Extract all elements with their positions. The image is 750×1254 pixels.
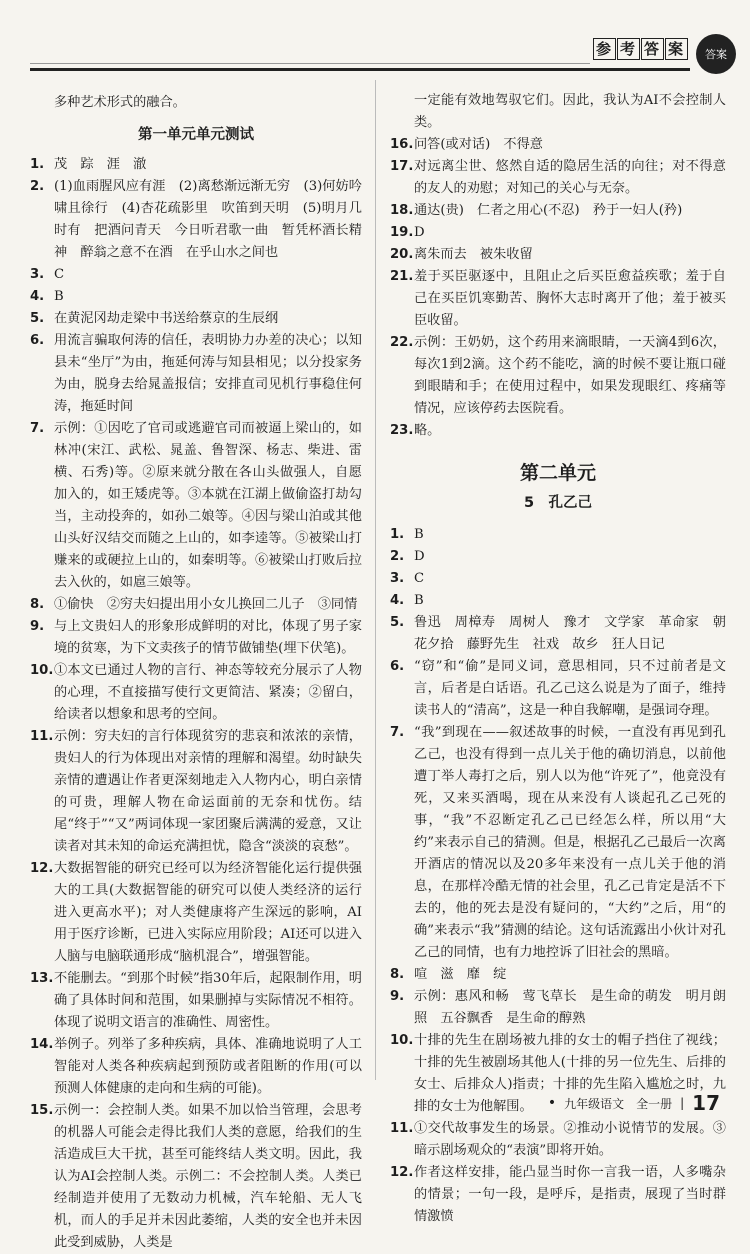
answer-number: 11. bbox=[30, 729, 54, 744]
header-rule bbox=[30, 68, 690, 71]
answer-text: “我”到现在——叙述故事的时候，一直没有再见到孔乙己，也没有得到一点儿关于他的确切消息，以前他遭丁举人毒打之后，别人以为他“许死了”，他竟没有死，又来买酒喝，现在从来没有人谈起孔乙己死的事，“我”不忍断定孔乙己已经怎么样，所以用“大约”来表示自己的猜测。但是，根据孔乙己最后一次离开酒店的情况以及20多年来没有一点儿关于他的消息，在那样冷酷无情的社会里，孔乙己肯定是活不下去的，他的死去是没有疑问的，“大约”之后，用“的确”来表示“我”猜测的结论。这句话流露出小伙计对孔乙己的同情，也有力地控诉了旧社会的黑暗。 bbox=[414, 725, 726, 960]
answer-text: 用流言骗取何涛的信任，表明协力办差的决心；以知县未“坐厅”为由，拖延何涛与知县相见；以分投家务为由，脱身去给晁盖报信；安排直司见机行事稳住何涛，拖延时间 bbox=[54, 333, 362, 414]
answer-item bbox=[390, 1118, 726, 1162]
answer-number: 13. bbox=[30, 971, 54, 986]
left-column bbox=[30, 90, 362, 1254]
answer-number: 11. bbox=[390, 1121, 414, 1136]
answer-item bbox=[390, 612, 726, 656]
header-char: 参 bbox=[593, 38, 616, 60]
footer-dot: • bbox=[547, 1095, 557, 1111]
answer-number: 4. bbox=[30, 289, 45, 304]
answer-number: 10. bbox=[390, 1033, 414, 1048]
answer-number: 6. bbox=[390, 659, 405, 674]
lesson-title: 5 孔乙己 bbox=[523, 495, 593, 511]
answer-number: 10. bbox=[30, 663, 54, 678]
answer-text: 作者这样安排，能凸显当时你一言我一语，人多嘴杂的情景；一句一段，是呼斥，是指责，展现了当时群情激愤 bbox=[414, 1165, 726, 1224]
answer-number: 1. bbox=[390, 527, 405, 542]
answer-text: 在黄泥冈劫走梁中书送给蔡京的生辰纲 bbox=[54, 311, 279, 326]
answer-number: 15. bbox=[30, 1103, 54, 1118]
column-divider bbox=[375, 80, 376, 1080]
answer-text: D bbox=[414, 549, 425, 564]
answer-number: 7. bbox=[390, 725, 405, 740]
answer-number: 2. bbox=[30, 179, 45, 194]
answer-number: 7. bbox=[30, 421, 45, 436]
answer-number: 9. bbox=[390, 989, 405, 1004]
answer-text: B bbox=[414, 593, 424, 608]
answer-item bbox=[390, 656, 726, 722]
footer-book-label: 九年级语文 全一册 bbox=[564, 1096, 673, 1111]
answer-number: 8. bbox=[390, 967, 405, 982]
answer-text: 鲁迅 周樟寿 周树人 豫才 文学家 革命家 朝花夕拾 藤野先生 社戏 故乡 狂人日记 bbox=[414, 615, 726, 652]
answer-text: B bbox=[414, 527, 424, 542]
left-lead-text: 多种艺术形式的融合。 bbox=[54, 95, 186, 110]
answer-number: 5. bbox=[390, 615, 405, 630]
page-number: 17 bbox=[692, 1091, 720, 1115]
answer-item bbox=[390, 332, 726, 420]
answer-number: 12. bbox=[30, 861, 54, 876]
page-footer bbox=[548, 1091, 720, 1115]
answer-item bbox=[390, 244, 726, 266]
answer-item bbox=[30, 858, 362, 968]
answer-text: 略。 bbox=[414, 423, 441, 438]
answer-item bbox=[30, 176, 362, 264]
answer-item bbox=[390, 590, 726, 612]
answer-text: 与上文贵妇人的形象形成鲜明的对比，体现了男子家境的贫寒，为下文卖孩子的情节做铺垫(埋下伏笔)。 bbox=[54, 619, 362, 656]
answer-text: 十排的先生在剧场被九排的女士的帽子挡住了视线；十排的先生被剧场其他人(十排的另一位先生、后排的女士、后排众人)指责；十排的先生陷入尴尬之时，九排的女士为他解围。 bbox=[414, 1033, 726, 1114]
unit-title: 第二单元 bbox=[519, 462, 596, 484]
answer-text: 示例：惠风和畅 莺飞草长 是生命的萌发 明月朗照 五谷飘香 是生命的醇熟 bbox=[414, 989, 726, 1026]
answer-item bbox=[30, 154, 362, 176]
answer-item bbox=[30, 308, 362, 330]
answer-item bbox=[30, 616, 362, 660]
answer-text: 问答(或对话) 不得意 bbox=[414, 137, 543, 152]
answer-text: C bbox=[414, 571, 425, 586]
answer-text: C bbox=[54, 267, 65, 282]
answer-number: 3. bbox=[390, 571, 405, 586]
answer-text: 示例：穷夫妇的言行体现贫穷的悲哀和浓浓的亲情，贵妇人的行为体现出对亲情的理解和渴望。幼时缺失亲情的遭遇让作者更深刻地走入人物内心，明白亲情的可贵，理解人物在命运面前的无奈和忧伤。结尾“终于”“又”两词体现一家团聚后满满的爱意，又让读者对其未知的命运充满担忧，隐含“淡淡的哀愁”。 bbox=[54, 729, 362, 854]
answer-text: 不能删去。“到那个时候”指30年后，起限制作用，明确了具体时间和范围，如果删掉与实际情况不相符。体现了说明文语言的准确性、周密性。 bbox=[54, 971, 362, 1030]
answer-item bbox=[390, 964, 726, 986]
answer-item bbox=[30, 1100, 362, 1254]
answer-number: 19. bbox=[390, 225, 414, 240]
answer-item bbox=[390, 420, 726, 442]
answer-number: 12. bbox=[390, 1165, 414, 1180]
answer-item bbox=[30, 1034, 362, 1100]
answer-number: 22. bbox=[390, 335, 414, 350]
answer-text: 羞于买臣驱逐中，且阻止之后买臣愈益疾歌；羞于自己在买臣饥寒勤苦、胸怀大志时离开了他；羞于被买臣收留。 bbox=[414, 269, 726, 328]
answer-number: 23. bbox=[390, 423, 414, 438]
answer-text: 举例子。列举了多种疾病，具体、准确地说明了人工智能对人类各种疾病起到预防或者阻断的作用(可以预测人体健康的走向和生病的可能)。 bbox=[54, 1037, 362, 1096]
answer-number: 14. bbox=[30, 1037, 54, 1052]
answer-number: 6. bbox=[30, 333, 45, 348]
right-lead-text: 一定能有效地驾驭它们。因此，我认为AI不会控制人类。 bbox=[414, 93, 726, 130]
answer-number: 8. bbox=[30, 597, 45, 612]
header-title bbox=[592, 38, 688, 59]
answer-text: 茂 踪 涯 澈 bbox=[54, 157, 147, 172]
answer-item bbox=[30, 594, 362, 616]
header-char: 答 bbox=[641, 38, 664, 60]
answer-number: 1. bbox=[30, 157, 45, 172]
answer-text: 对远离尘世、悠然自适的隐居生活的向往；对不得意的友人的劝慰；对知己的关心与无奈。 bbox=[414, 159, 726, 196]
answer-number: 17. bbox=[390, 159, 414, 174]
answer-text: 示例：王奶奶，这个药用来滴眼睛，一天滴4到6次，每次1到2滴。这个药不能吃，滴的时候不要让瓶口碰到眼睛和手；在使用过程中，如果发现眼红、疼痛等情况，应该停药去医院看。 bbox=[414, 335, 726, 416]
answer-item bbox=[30, 286, 362, 308]
logo-text: 答案 bbox=[705, 48, 727, 61]
answer-number: 2. bbox=[390, 549, 405, 564]
answer-text: “窃”和“偷”是同义词，意思相同，只不过前者是文言，后者是白话语。孔乙己这么说是为了面子，维持读书人的“清高”，这是一种自我解嘲，是强词夺理。 bbox=[414, 659, 726, 718]
answer-text: 示例：①因吃了官司或逃避官司而被逼上梁山的，如林冲(宋江、武松、晁盖、鲁智深、杨志、柴进、雷横、石秀)等。②原来就分散在各山头做强人，自愿加入的，如王矮虎等。③本就在江湖上做偷盗打劫勾当，主动投奔的，如孙二娘等。④因与梁山泊或其他山头好汉结交而随之上山的，如李逵等。⑤被梁山打赚来的或硬拉上山的，如秦明等。⑥被梁山打败后拉去入伙的，如扈三娘等。 bbox=[54, 421, 362, 590]
answer-text: ①本文已通过人物的言行、神态等较充分展示了人物的心理，不直接描写使行文更简洁、紧凑；②留白，给读者以想象和思考的空间。 bbox=[54, 663, 362, 722]
answer-number: 21. bbox=[390, 269, 414, 284]
answer-number: 4. bbox=[390, 593, 405, 608]
answer-item bbox=[390, 524, 726, 546]
right-column bbox=[390, 90, 726, 1228]
section-title: 第一单元单元测试 bbox=[138, 127, 254, 143]
answer-item bbox=[390, 266, 726, 332]
answer-text: D bbox=[414, 225, 425, 240]
answer-item bbox=[30, 264, 362, 286]
answer-number: 20. bbox=[390, 247, 414, 262]
answer-item bbox=[30, 660, 362, 726]
answer-item bbox=[390, 134, 726, 156]
answer-item bbox=[30, 418, 362, 594]
answer-number: 9. bbox=[30, 619, 45, 634]
lesson-answer-list bbox=[390, 524, 726, 1228]
answer-number: 16. bbox=[390, 137, 414, 152]
answer-text: 喧 滋 靡 绽 bbox=[414, 967, 507, 982]
answer-number: 3. bbox=[30, 267, 45, 282]
header-thin-rule bbox=[30, 63, 590, 64]
answer-item bbox=[390, 722, 726, 964]
right-answer-list bbox=[390, 134, 726, 442]
header-char: 考 bbox=[617, 38, 640, 60]
answer-number: 5. bbox=[30, 311, 45, 326]
answer-text: ①交代故事发生的场景。②推动小说情节的发展。③暗示剧场观众的“表演”即将开始。 bbox=[414, 1121, 726, 1158]
left-answer-list bbox=[30, 154, 362, 1254]
answer-text: (1)血雨腥风应有涯 (2)离愁渐远渐无穷 (3)何妨吟啸且徐行 (4)杏花疏影里 吹笛到天明 (5)明月几时有 把酒问青天 今日听君歌一曲 暂凭杯酒长精神 醉翁之意不在酒 在乎山水之间也 bbox=[54, 179, 362, 260]
answer-number: 18. bbox=[390, 203, 414, 218]
answer-text: 离朱而去 被朱收留 bbox=[414, 247, 533, 262]
footer-separator: | bbox=[680, 1096, 685, 1110]
answer-item bbox=[390, 222, 726, 244]
answer-item bbox=[390, 1162, 726, 1228]
answer-item bbox=[30, 330, 362, 418]
answer-item bbox=[390, 156, 726, 200]
header-logo-icon bbox=[696, 34, 736, 74]
header-char: 案 bbox=[665, 38, 688, 60]
answer-text: 通达(贵) 仁者之用心(不忍) 矜于一妇人(矜) bbox=[414, 203, 683, 218]
answer-item bbox=[390, 200, 726, 222]
answer-item bbox=[390, 568, 726, 590]
answer-text: 示例一：会控制人类。如果不加以恰当管理，会思考的机器人可能会走得比我们人类的意愿，给我们的生活造成巨大干扰，甚至可能终结人类文明。因此，我认为AI会控制人类。示例二：不会控制人类。人类已经制造并使用了无数动力机械，汽车轮船、无人飞机，而人的手足并未因此萎缩，人类的安全也并未因此受到威胁，人类是 bbox=[54, 1103, 362, 1250]
answer-text: 大数据智能的研究已经可以为经济智能化运行提供强大的工具(大数据智能的研究可以使人类经济的运行进入更高水平)；对人类健康将产生深远的影响，AI用于医疗诊断，已进入实际应用阶段；AI还可以进入人脑与电脑联通形成“脑机混合”，增强智能。 bbox=[54, 861, 362, 964]
answer-item bbox=[390, 986, 726, 1030]
answer-text: B bbox=[54, 289, 64, 304]
answer-text: ①偷快 ②穷夫妇提出用小女儿换回二儿子 ③同情 bbox=[54, 597, 358, 612]
answer-item bbox=[390, 546, 726, 568]
answer-item bbox=[30, 726, 362, 858]
answer-item bbox=[30, 968, 362, 1034]
